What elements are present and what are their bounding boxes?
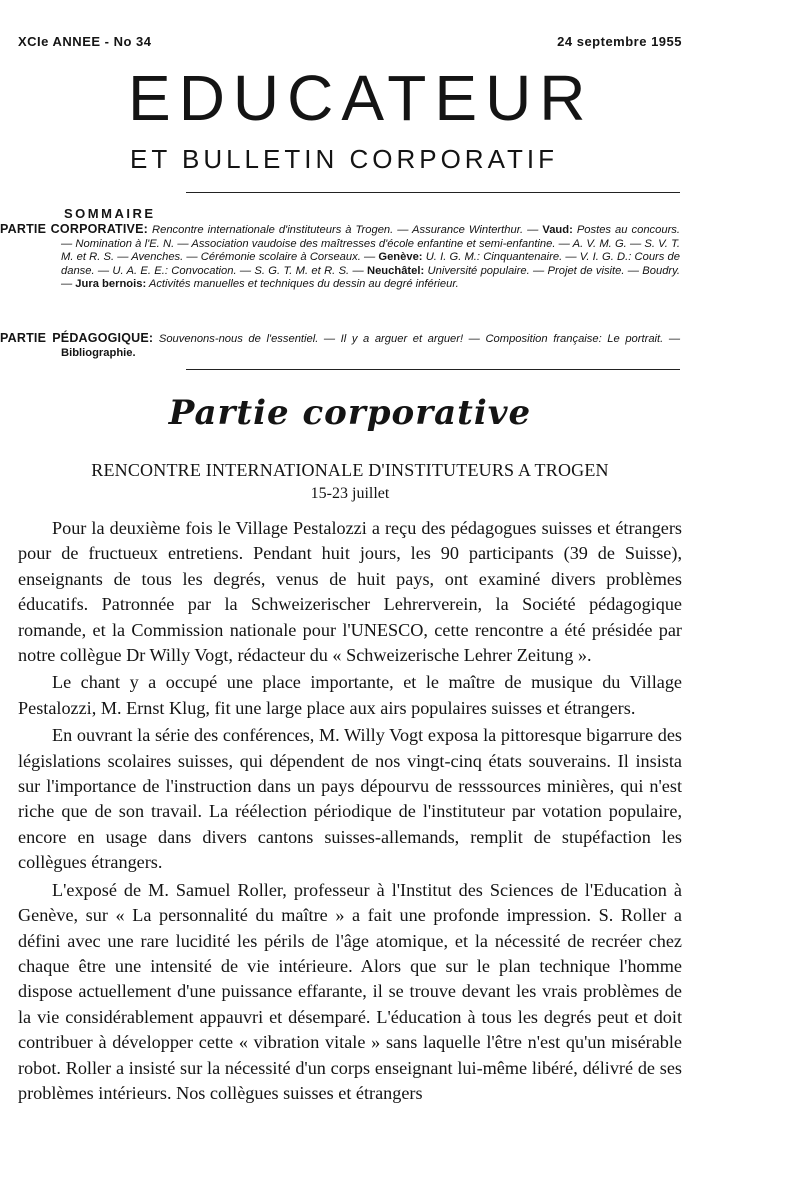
sommaire-pedagogique bbox=[0, 332, 682, 360]
pedagogique-label: PARTIE PÉDAGOGIQUE: bbox=[0, 331, 154, 345]
sommaire-heading: SOMMAIRE bbox=[64, 206, 156, 221]
divider-bottom bbox=[186, 369, 680, 370]
corporative-label: PARTIE CORPORATIVE: bbox=[0, 222, 148, 236]
vaud-text: Postes au concours. — Nomination à l'E. N. — Association vaudoise des maîtresses d'école enfantine et semi-enfantine. — A. V. M. G. — S. V. T. M. et R. S. — Avenches. — Cérémonie scolaire à Corseaux. — bbox=[61, 224, 681, 264]
article-paragraph: Pour la deuxième fois le Village Pestalozzi a reçu des pédagogues suisses et étrangers pour de fructueux entretiens. Pendant huit jours, les 90 participants (39 de Suisse), enseignants de tous les degrés, venus de huit pays, ont examiné divers problèmes éducatifs. Patronnée par la Schweizerischer Lehrerverein, la Société pédagogique romande, et la Commission nationale pour l'UNESCO, cette rencontre a été présidée par notre collègue Dr Willy Vogt, rédacteur du « Schweizerische Lehrer Zeitung ». bbox=[18, 518, 682, 666]
pedagogique-text: Souvenons-nous de l'essentiel. — Il y a arguer et arguer! — Composition française: Le portrait. — bbox=[158, 333, 681, 345]
jura-label: Jura bernois: bbox=[75, 278, 147, 291]
neuchatel-label: Neuchâtel: bbox=[367, 264, 425, 277]
issue-number: XCIe ANNEE - No 34 bbox=[18, 34, 152, 49]
article-title: RENCONTRE INTERNATIONALE D'INSTITUTEURS A TROGEN bbox=[91, 460, 609, 480]
divider-top bbox=[186, 192, 680, 193]
issue-date: 24 septembre 1955 bbox=[557, 34, 682, 49]
article-dates: 15-23 juillet bbox=[310, 485, 390, 502]
geneve-label: Genève: bbox=[378, 251, 423, 264]
section-title: Partie corporative bbox=[168, 393, 532, 433]
article-paragraph: En ouvrant la série des conférences, M. Willy Vogt exposa la pittoresque bigarrure des législations scolaires suisses, qui dépendent de nos vingt-cinq états souverains. Il insista sur l'importance de l'instruction dans un pays dépourvu de resssources minières, qui n'est riche que de son travail. La réélection périodique de l'instituteur par votation populaire, encore en usage dans divers cantons suisses-allemands, remplit de stupéfaction les collègues étrangers. bbox=[18, 725, 682, 873]
geneve-text: U. I. G. M.: Cinquantenaire. — V. I. G. D.: Cours de danse. — U. A. E. E.: Convocation. — S. G. T. M. et R. S. — bbox=[61, 251, 681, 277]
article-body bbox=[18, 516, 682, 1108]
article-paragraph: Le chant y a occupé une place importante, et le maître de musique du Village Pestalozzi, M. Ernst Klug, fit une large place aux airs populaires suisses et étrangers. bbox=[18, 672, 682, 718]
corporative-intro: Rencontre internationale d'instituteurs à Trogen. — Assurance Winterthur. — bbox=[152, 224, 539, 236]
bibliographie-label: Bibliographie. bbox=[61, 346, 136, 359]
vaud-label: Vaud: bbox=[542, 224, 573, 236]
masthead-title: EDUCATEUR bbox=[128, 62, 594, 134]
masthead-subtitle: ET BULLETIN CORPORATIF bbox=[130, 144, 558, 174]
sommaire-corporative bbox=[0, 223, 682, 292]
neuchatel-text: Université populaire. — Projet de visite. — Boudry. — bbox=[61, 264, 681, 291]
page-header bbox=[18, 34, 682, 52]
article-paragraph: L'exposé de M. Samuel Roller, professeur à l'Institut des Sciences de l'Education à Genève, sur « La personnalité du maître » a fait une profonde impression. S. Roller a défini avec une rare lucidité les périls de l'âge atomique, et la nécessité de recréer chez chaque être une intensité de vie intérieure. Alors que sur le plan technique l'homme dispose actuellement d'une puissance effarante, il se trouve devant les vrais problèmes de la vie considérablement appauvri et désemparé. L'éducation à tous les degrés peut et doit contribuer à développer cette « vibration vitale » sans laquelle l'être n'est qu'un misérable robot. Roller a insisté sur la nécessité d'un corps enseignant lui-même libéré, délivré de ses problèmes intérieurs. Nos collègues suisses et étrangers bbox=[18, 879, 682, 1103]
jura-text: Activités manuelles et techniques du dessin au degré inférieur. bbox=[148, 278, 459, 291]
